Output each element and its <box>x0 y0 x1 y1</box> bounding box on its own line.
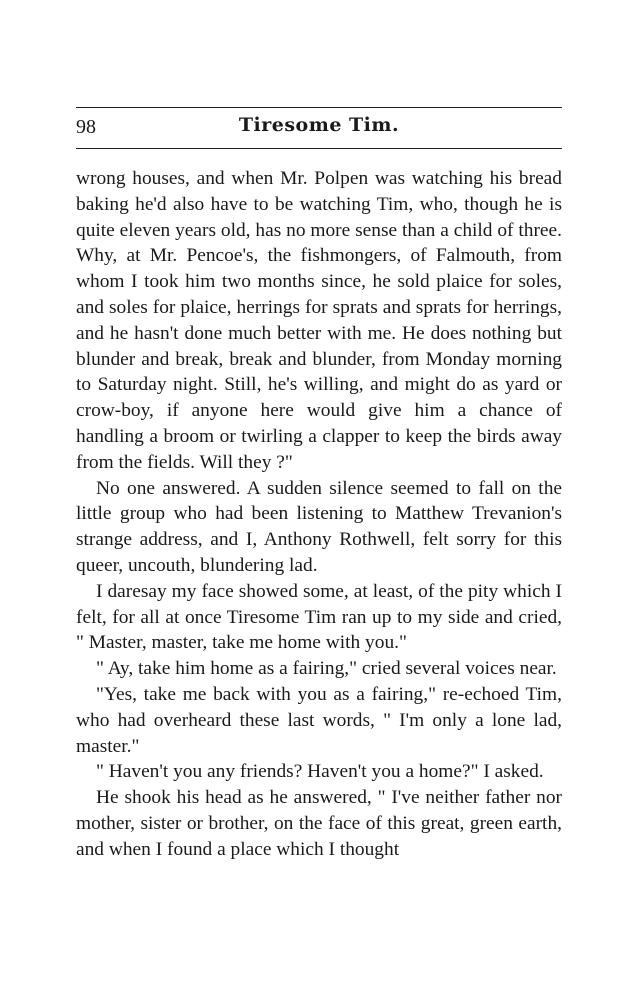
body-text <box>76 166 562 863</box>
paragraph: " Ay, take him home as a fairing," cried several voices near. <box>96 658 557 680</box>
paragraph: He shook his head as he answered, " I've neither father nor mother, sister or brother, on the face of this great, green earth, and when I found a place which I thought <box>76 787 562 860</box>
paragraph: "Yes, take me back with you as a fairing," re-echoed Tim, who had overheard these last words, " I'm only a lone lad, master." <box>76 683 562 757</box>
running-title: Tiresome Tim. <box>238 114 400 136</box>
paragraph: " Haven't you any friends? Haven't you a home?" I asked. <box>96 761 544 783</box>
page-header <box>76 112 562 144</box>
paragraph: wrong houses, and when Mr. Polpen was watching his bread baking he'd also have to be watching Tim, who, though he is quite eleven years old, has no more sense than a child of three. Why, at Mr. Pencoe's, the fishmongers, of Falmouth, from whom I took him two months since, he sold plaice for soles, and soles for plaice, herrings for sprats and sprats for herrings, and he hasn't done much better with me. He does nothing but blunder and break, break and blunder, from Monday morning to Saturday night. Still, he's willing, and might do as yard or crow-boy, if anyone here would give him a chance of handling a broom or twirling a clapper to keep the birds away from the fields. Will they ?" <box>76 168 562 473</box>
page-number: 98 <box>76 116 96 138</box>
header-top-rule <box>76 107 562 108</box>
paragraph: No one answered. A sudden silence seemed to fall on the little group who had been listening to Matthew Trevanion's strange address, and I, Anthony Rothwell, felt sorry for this queer, uncouth, blundering lad. <box>76 477 562 576</box>
header-bottom-rule <box>76 148 562 149</box>
paragraph: I daresay my face showed some, at least, of the pity which I felt, for all at once Tiresome Tim ran up to my side and cried, " Master, master, take me home with you." <box>76 580 562 654</box>
